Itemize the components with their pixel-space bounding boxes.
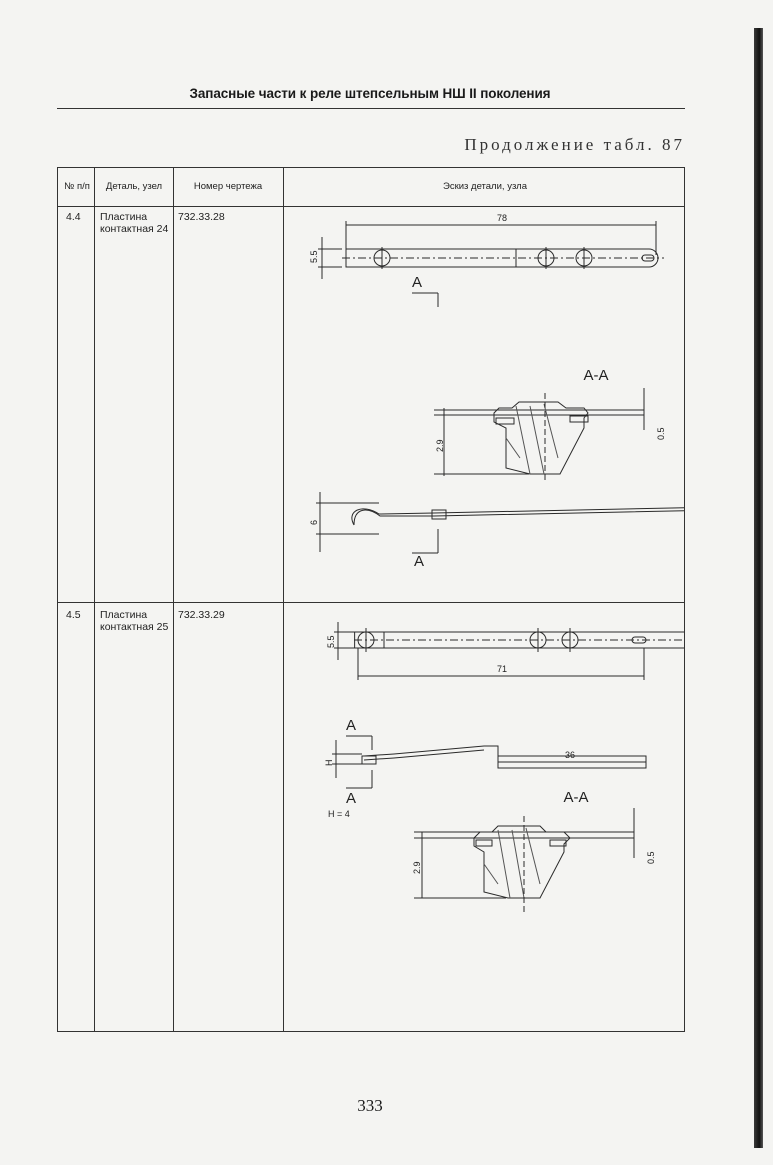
dim-height: H — [324, 759, 334, 766]
dim-width: 5.5 — [326, 635, 336, 648]
section-title: А-А — [563, 789, 589, 806]
section-title: А-А — [583, 367, 609, 384]
header-sketch: Эскиз детали, узла — [442, 181, 528, 192]
dim-height: 6 — [309, 519, 319, 525]
dim-section-height: 2.9 — [412, 861, 422, 874]
header-drawing: Номер чертежа — [193, 181, 263, 192]
page-edge-shadow — [754, 28, 763, 1148]
table-caption: Продолжение табл. 87 — [464, 135, 685, 154]
row-number: 4.4 — [66, 211, 81, 223]
drawing-number: 732.33.28 — [178, 211, 225, 223]
section-view-24 — [284, 358, 684, 488]
running-head: Запасные части к реле штепсельным НШ II поколения — [189, 86, 551, 101]
section-view-25 — [284, 788, 684, 918]
dim-thickness: 0.5 — [656, 427, 666, 440]
header-num: № п/п — [64, 181, 90, 192]
dim-section-height: 2.9 — [435, 439, 445, 452]
parts-table — [57, 167, 685, 1032]
page-number: 333 — [357, 1096, 383, 1115]
column-divider — [173, 168, 174, 1031]
sketch-plate-25 — [284, 604, 684, 819]
header-rule — [57, 108, 685, 109]
header-part: Деталь, узел — [105, 181, 163, 192]
height-note: H = 4 — [328, 809, 350, 819]
section-mark-top: А — [346, 717, 357, 734]
dim-tail: 36 — [564, 750, 576, 760]
dim-thickness: 0.5 — [646, 851, 656, 864]
part-name: Пластина контактная 25 — [100, 609, 169, 633]
part-name: Пластина контактная 24 — [100, 211, 169, 235]
dim-width: 5.5 — [309, 250, 319, 263]
section-mark-top: А — [412, 274, 423, 291]
dim-length: 71 — [496, 664, 508, 674]
row-number: 4.5 — [66, 609, 81, 621]
section-mark-bottom: А — [346, 790, 357, 807]
row-divider — [58, 602, 684, 603]
column-divider — [94, 168, 95, 1031]
section-mark-bottom: А — [414, 553, 425, 570]
drawing-number: 732.33.29 — [178, 609, 225, 621]
dim-length: 78 — [496, 213, 508, 223]
